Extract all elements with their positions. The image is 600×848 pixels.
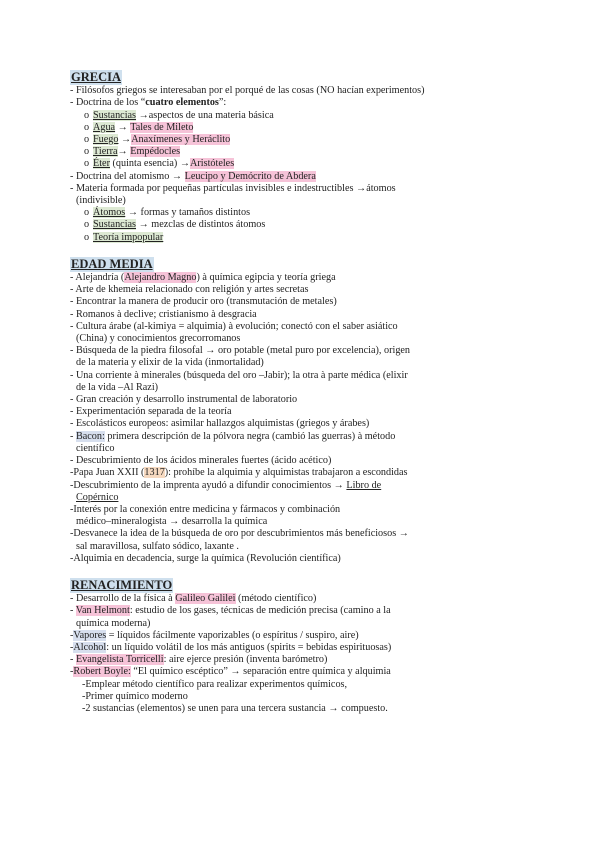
- list-item: o Agua → Tales de Mileto: [84, 121, 194, 133]
- text-line: - Desarrollo de la física à Galileo Galilei (método científico): [70, 593, 317, 605]
- notes-page: [70, 70, 560, 715]
- text-line: - Materia formada por pequeñas partículas invisibles e indestructibles →átomos: [70, 182, 396, 194]
- text-line: química moderna): [76, 617, 151, 629]
- list-item: o Sustancias →aspectos de una materia básica: [84, 109, 274, 121]
- text-line: -Papa Juan XXII (1317): prohíbe la alquimia y alquimistas trabajaron a escondidas: [70, 467, 408, 479]
- section-heading-renacimiento: RENACIMIENTO: [71, 577, 173, 592]
- text-line: - Gran creación y desarrollo instrumental de laboratorio: [70, 394, 298, 406]
- text-line: (indivisible): [76, 195, 126, 207]
- text-line: - Alejandría (Alejandro Magno) à química egipcia y teoría griega: [70, 272, 336, 284]
- list-item: o Éter (quinta esencia) →Aristóteles: [84, 158, 235, 170]
- text-line: - Escolásticos europeos: asimilar hallazgos alquimistas (griegos y árabes): [70, 418, 370, 430]
- text-line: (China) y conocimientos grecorromanos: [76, 333, 241, 345]
- list-item: o Tierra→ Empédocles: [84, 146, 181, 158]
- text-line: -Primer químico moderno: [82, 690, 188, 702]
- text-line: -Interés por la conexión entre medicina y fármacos y combinación: [70, 503, 341, 515]
- text-line: -Descubrimiento de la imprenta ayudó a difundir conocimientos → Libro de: [70, 479, 382, 491]
- text-line: - Encontrar la manera de producir oro (transmutación de metales): [70, 296, 337, 308]
- text-line: - Doctrina de los “cuatro elementos”:: [70, 97, 227, 109]
- text-line: -Desvanece la idea de la búsqueda de oro por descubrimientos más beneficiosos →: [70, 528, 409, 540]
- text-line: científico: [76, 442, 115, 454]
- text-line: -Alcohol: un líquido volátil de los más antiguos (spirits = bebidas espirituosas): [70, 641, 392, 653]
- text-line: - Romanos à declive; cristianismo à desgracia: [70, 308, 257, 320]
- text-line: - Filósofos griegos se interesaban por el porqué de las cosas (NO hacían experimentos): [70, 85, 425, 97]
- text-line: - Cultura árabe (al-kimiya = alquimia) à evolución; conectó con el saber asiático: [70, 320, 398, 332]
- text-line: de la materia y elixir de la vida (inmortalidad): [76, 357, 264, 369]
- section-heading-edad-media: EDAD MEDIA: [71, 256, 153, 271]
- text-line: - Doctrina del atomismo → Leucipo y Demócrito de Abdera: [70, 170, 316, 182]
- list-item: o Teoría impopular: [84, 231, 164, 243]
- text-line: sal maravillosa, sulfato sódico, laxante .: [76, 540, 239, 552]
- text-line: - Bacon: primera descripción de la pólvora negra (cambió las guerras) à método: [70, 430, 396, 442]
- text-line: -Vapores = líquidos fácilmente vaporizables (o espíritus / suspiro, aire): [70, 629, 359, 641]
- list-item: o Átomos → formas y tamaños distintos: [84, 207, 251, 219]
- text-line: - Experimentación separada de la teoría: [70, 406, 232, 418]
- text-line: -Emplear método científico para realizar experimentos químicos,: [82, 678, 348, 690]
- text-line: - Una corriente à minerales (búsqueda del oro –Jabir); la otra à parte médica (elixir: [70, 369, 408, 381]
- text-line: -Robert Boyle: “El químico escéptico” → separación entre química y alquimia: [70, 666, 391, 678]
- text-line: - Van Helmont: estudio de los gases, técnicas de medición precisa (camino a la: [70, 605, 391, 617]
- text-line: - Descubrimiento de los ácidos minerales fuertes (ácido acético): [70, 455, 332, 467]
- list-item: o Fuego →Anaxímenes y Heráclito: [84, 134, 231, 146]
- text-line: médico–mineralogista → desarrolla la química: [76, 516, 268, 528]
- text-line: - Evangelista Torricelli: aire ejerce presión (inventa barómetro): [70, 654, 328, 666]
- text-line: -Alquimia en decadencia, surge la química (Revolución científica): [70, 552, 341, 564]
- section-heading-grecia: GRECIA: [71, 70, 122, 84]
- text-line: de la vida –Al Razi): [76, 381, 159, 393]
- text-line: -2 sustancias (elementos) se unen para una tercera sustancia → compuesto.: [82, 702, 388, 714]
- text-line: - Arte de khemeia relacionado con religión y artes secretas: [70, 284, 309, 296]
- list-item: o Sustancias → mezclas de distintos átomos: [84, 219, 266, 231]
- text-line: - Búsqueda de la piedra filosofal → oro potable (metal puro por excelencia), origen: [70, 345, 411, 357]
- text-line: Copérnico: [76, 491, 119, 503]
